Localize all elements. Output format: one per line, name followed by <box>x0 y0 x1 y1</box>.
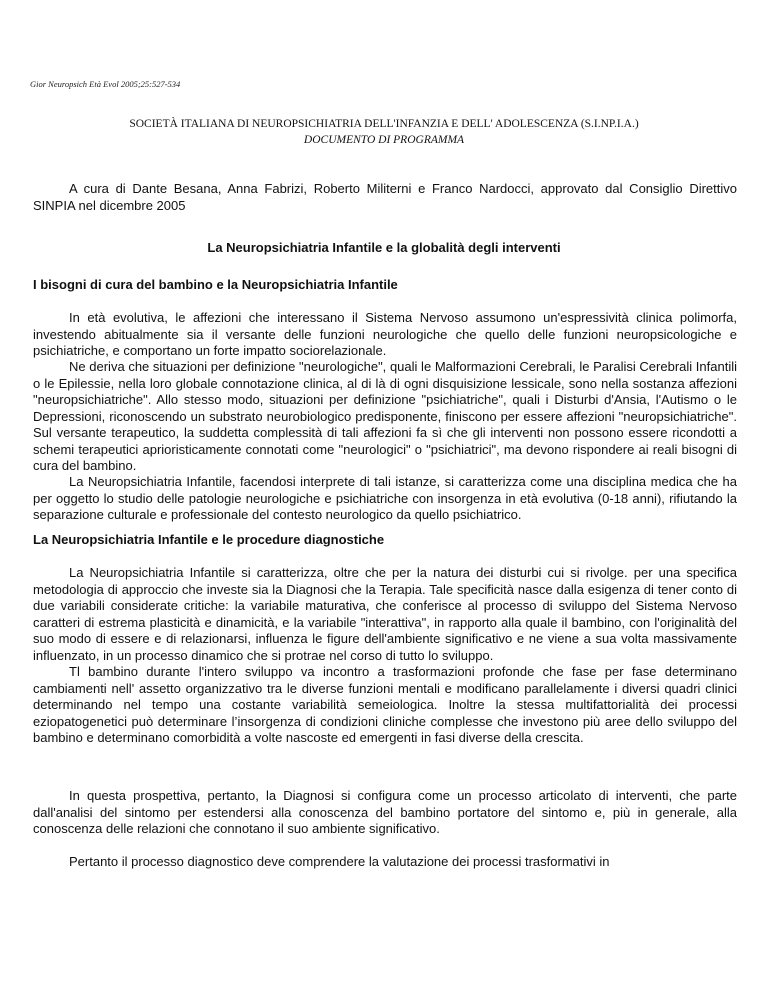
section-heading-diagnostiche: La Neuropsichiatria Infantile e le procedure diagnostiche <box>33 532 385 547</box>
paragraph: Ne deriva che situazioni per definizione "neurologiche", quali le Malformazioni Cerebrali, le Paralisi Cerebrali Infantili o le Epilessie, nella loro globale connotazione clinica, al di là di ogni disquisizione lessicale, sono nella sostanza affezioni "neuropsichiatriche". Allo stesso modo, situazioni per definizione "psichiatriche", quali i Disturbi d'Ansia, l'Autismo o le Depressioni, riconoscendo un substrato neurobiologico predisponente, finiscono per essere affezioni "neuropsichiatriche". Sul versante terapeutico, la suddetta complessità di tali affezioni fa sì che gli interventi non possono essere ricondotti a schemi terapeutici aprioristicamente connotati come "neurologici" o "psichiatrici", ma devono rispondere ai reali bisogni di cura del bambino. <box>33 359 737 473</box>
paragraph: In questa prospettiva, pertanto, la Diagnosi si configura come un processo articolato di interventi, che parte dall'analisi del sintomo per estendersi alla conoscenza del bambino portatore del sintomo e, più in generale, alla conoscenza delle relazioni che connotano il suo ambiente significativo. <box>33 788 737 836</box>
paragraph: Tl bambino durante l'intero sviluppo va incontro a trasformazioni profonde che fase per fase determinano cambiamenti nell' assetto organizzativo tra le diverse funzioni mentali e modificano parallelamente i diversi quadri clinici determinando nel tempo una costante variabilità semeiologica. Inoltre la stessa multifattorialità dei processi eziopatogenetici può determinare l’insorgenza di condizioni cliniche complesse che investono più aree dello sviluppo del bambino e determinano comorbidità a volte nascoste ed emergenti in fasi diverse della crescita. <box>33 664 737 745</box>
paragraph: Pertanto il processo diagnostico deve comprendere la valutazione dei processi trasformativi in <box>69 854 610 869</box>
society-name: SOCIETÀ ITALIANA DI NEUROPSICHIATRIA DELL'INFANZIA E DELL' ADOLESCENZA (S.I.NP.I.A.) <box>129 118 639 130</box>
document-type-title: DOCUMENTO DI PROGRAMMA <box>303 134 465 146</box>
paragraph: La Neuropsichiatria Infantile si caratterizza, oltre che per la natura dei disturbi cui si rivolge. per una specifica metodologia di approccio che investe sia la Diagnosi che la Terapia. Tale specificità nasce dalla esigenza di tener conto di due variabili considerate critiche: la variabile maturativa, che conferisce al processo di sviluppo del Sistema Nervoso caratteri di estrema plasticità e dinamicità, e la variabile "interattiva", in rapporto alla quale il bambino, con l'originalità del suo modo di essere e di relazionarsi, influenza le figure dell'ambiente significativo e ne viene a sua volta massivamente influenzato, in un processo dinamico che si protrae nel corso di tutto lo sviluppo. <box>33 565 737 663</box>
intro-paragraph: A cura di Dante Besana, Anna Fabrizi, Roberto Militerni e Franco Nardocci, approvato dal Consiglio Direttivo SINPIA nel dicembre 2005 <box>33 181 737 213</box>
main-title: La Neuropsichiatria Infantile e la globalità degli interventi <box>207 240 561 255</box>
journal-reference: Gior Neuropsich Età Evol 2005;25:527-534 <box>30 79 181 89</box>
paragraph: La Neuropsichiatria Infantile, facendosi interprete di tali istanze, si caratterizza come una disciplina medica che ha per oggetto lo studio delle patologie neurologiche e psichiatriche con insorgenza in età evolutiva (0-18 anni), rifiutando la separazione culturale e professionale del contesto neurologico da quello psichiatrico. <box>33 474 737 522</box>
section-heading-bisogni: I bisogni di cura del bambino e la Neuropsichiatria Infantile <box>33 277 398 292</box>
paragraph: In età evolutiva, le affezioni che interessano il Sistema Nervoso assumono un'espressività clinica polimorfa, investendo abitualmente sia il versante delle funzioni neurologiche che quello delle funzioni neuropsicologiche e psichiatriche, e comportano un forte impatto sociorelazionale. <box>33 310 737 358</box>
